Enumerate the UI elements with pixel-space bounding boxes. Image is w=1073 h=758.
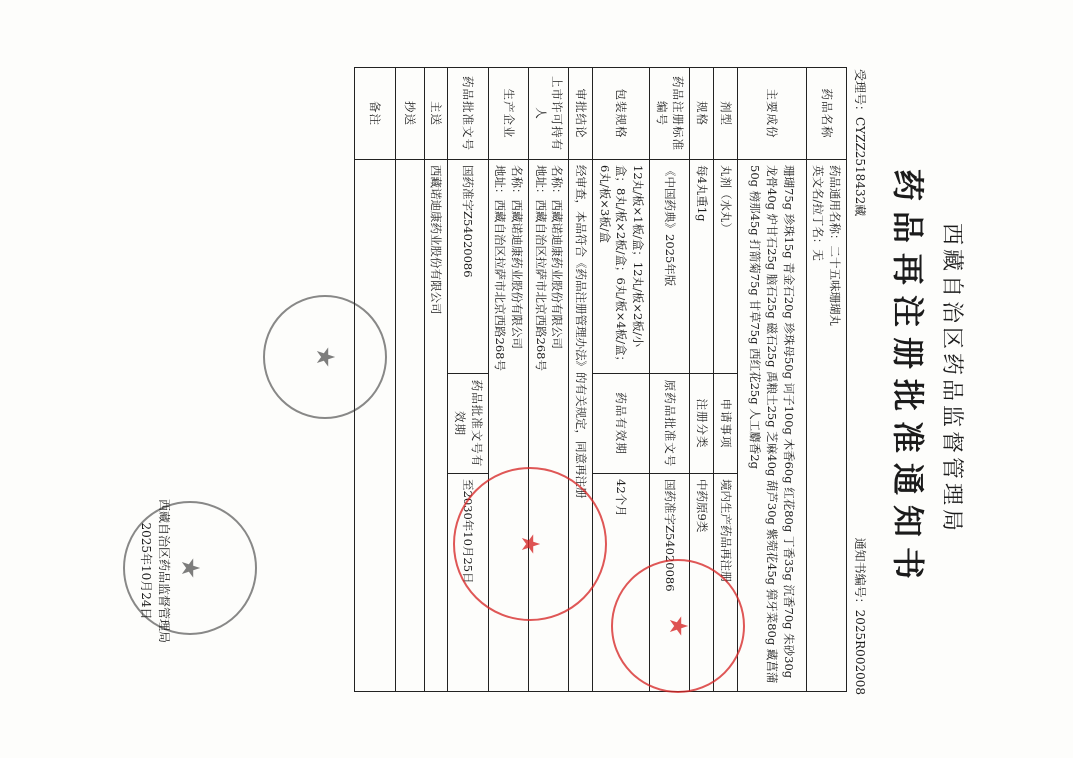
ingredients-label: 主要成份 (737, 68, 806, 160)
validity-value: 42个月 (592, 474, 649, 692)
manufacturer-address: 地址：西藏自治区拉萨市北京西路268号 (492, 165, 507, 371)
approval-valid-value: 至2030年10月25日 (447, 474, 487, 692)
dosage-label: 剂型 (713, 68, 737, 160)
spec-label: 规格 (689, 68, 713, 160)
table-row (424, 68, 448, 692)
table-row (806, 68, 846, 692)
validity-label: 药品有效期 (592, 374, 649, 474)
main-send-label: 主送 (424, 68, 448, 160)
copy-label: 抄送 (395, 68, 424, 160)
holder-address: 地址：西藏自治区拉萨市北京西路268号 (533, 165, 548, 371)
application-label: 申请事项 (713, 374, 737, 474)
holder-label: 上市许可持有人 (528, 68, 568, 160)
main-send-value: 西藏诺迪康药业股份有限公司 (424, 160, 448, 692)
orig-approval-value: 国药准字Z54020086 (649, 474, 689, 692)
table-row (395, 68, 424, 692)
approval-valid-label: 药品批准文号有效期 (447, 374, 487, 474)
reg-class-label: 注册分类 (689, 374, 713, 474)
table-row (737, 68, 806, 692)
stamp-star-icon: ★ (664, 616, 691, 636)
stamp-star-icon: ★ (311, 347, 338, 367)
ingredients-value: 珊瑚75g 珍珠15g 青金石20g 珍珠母50g 诃子100g 木香60g 红花80g 丁香35g 沉香70g 朱砂30g 龙骨40g 炉甘石25g 脑石25g 磁石25g 禹粮土25g 芝麻40g 葫芦30g 紫菀花45g 獐牙菜80g 藏菖蒲50g 榜那45g 打箭菊75g 甘草75g 西红花25g 人工麝香2g (737, 160, 806, 692)
drug-common-name: 药品通用名称：二十五味珊瑚丸 (827, 165, 842, 326)
dosage-value: 丸剂（水丸） (713, 160, 737, 374)
company-stamp-red-2 (611, 559, 745, 693)
company-stamp-black (263, 295, 387, 419)
holder-name: 名称：西藏诺迪康药业股份有限公司 (549, 165, 564, 349)
reg-class-value: 中药原9类 (689, 474, 713, 692)
document-header (837, 49, 977, 709)
issue-date: 2025年10月24日 (138, 522, 153, 620)
notice-document (97, 49, 977, 709)
orig-approval-label: 原药品批准文号 (649, 374, 689, 474)
stamp-star-icon: ★ (516, 534, 543, 554)
remark-value (354, 160, 395, 692)
application-value: 境内生产药品再注册 (713, 474, 737, 692)
seal-star-icon: ★ (176, 558, 203, 578)
notice-number: 通知书编号：2025R002008 (852, 537, 867, 695)
package-value: 12丸/板×1板/盒；12丸/板×2板/小盒；8丸/板×2板/盒；6丸/板×4板/盒；6丸/板×3板/盒 (592, 160, 649, 374)
drug-approval-label: 药品批准文号 (447, 68, 487, 160)
registration-table (353, 67, 846, 692)
spec-value: 每4丸重1g (689, 160, 713, 374)
remark-label: 备注 (354, 68, 395, 160)
manufacturer-label: 生产企业 (488, 68, 528, 160)
acceptance-number: 受理号：CYZZ2518432藏 (852, 69, 867, 217)
standard-value: 《中国药典》2025年版 (649, 160, 689, 374)
standard-label: 药品注册标准编号 (649, 68, 689, 160)
conclusion-label: 审批结论 (568, 68, 592, 160)
manufacturer-name: 名称：西藏诺迪康药业股份有限公司 (509, 165, 524, 349)
document-title: 药品再注册批准通知书 (888, 168, 927, 589)
company-stamp-red (453, 467, 607, 621)
drug-name-label: 药品名称 (806, 68, 846, 160)
drug-approval-value: 国药准字Z54020086 (447, 160, 487, 374)
drug-english-name: 英文名/拉丁名：无 (810, 165, 825, 261)
conclusion-value: 经审查，本品符合《药品注册管理办法》的有关规定，同意再注册 (568, 160, 592, 692)
package-label: 包装规格 (592, 68, 649, 160)
issuing-agency: 西藏自治区药品监督管理局 (938, 222, 964, 535)
agency-signature: 西藏自治区药品监督管理局 (156, 498, 171, 643)
copy-value (395, 160, 424, 692)
drug-name-cell (806, 160, 846, 692)
